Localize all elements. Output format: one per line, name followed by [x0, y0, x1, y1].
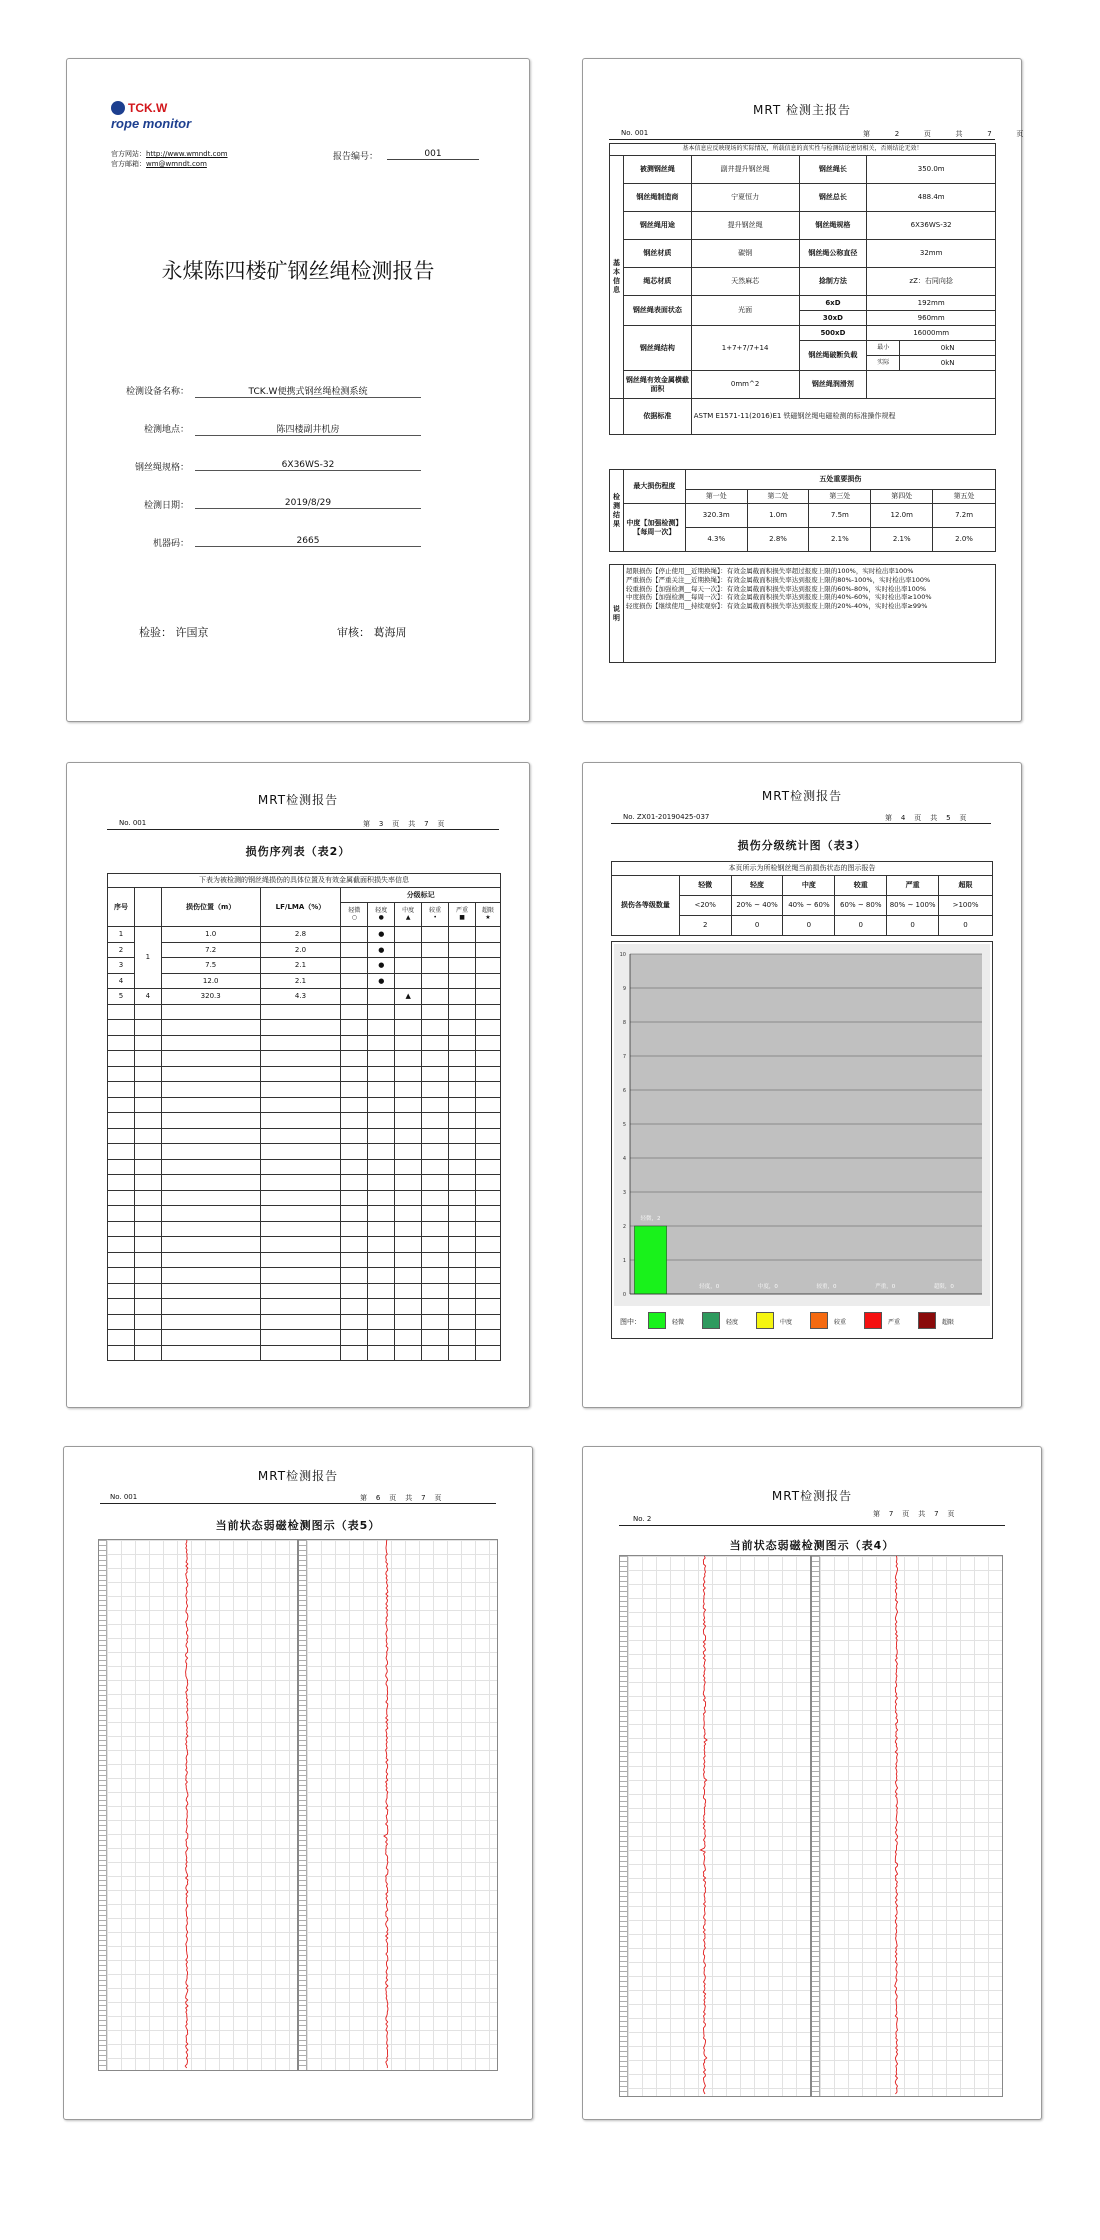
section-result: 检测结果	[610, 470, 624, 552]
main-page-number: 2	[894, 130, 900, 138]
section-basic: 基本信息	[610, 156, 624, 399]
stats-page-info: 第 4 页 共 5 页	[885, 814, 967, 822]
value-structure: 1+7+7/7+14	[691, 326, 799, 371]
grade-over: 超限	[481, 906, 494, 914]
note-1: 超限损伤【停止使用__近期换绳】：有效金属截面积损失率超过报废上限的100%，实时检出率100%	[625, 567, 914, 575]
list-caption: 下表为被检测的钢丝绳损伤的具体位置及有效金属截面积损失率信息	[108, 874, 501, 888]
range-2: 20% ~ 40%	[731, 896, 783, 916]
bar-label: 超限，0	[933, 1284, 954, 1290]
range-1: <20%	[679, 896, 731, 916]
wave4-strip-left	[619, 1555, 811, 2097]
lf-3: 2.1%	[809, 528, 871, 552]
label-spec: 钢丝绳规格	[799, 212, 867, 240]
empty-row	[108, 1299, 501, 1315]
bar-chart	[614, 944, 990, 1306]
empty-row	[108, 1237, 501, 1253]
label-structure: 钢丝绳结构	[623, 326, 691, 371]
grade-medium-icon: ▲	[405, 913, 411, 921]
stats-no: No. ZX01-20190425-037	[623, 813, 710, 821]
website-line	[111, 149, 228, 159]
range-6: >100%	[939, 896, 993, 916]
empty-row	[108, 1082, 501, 1098]
grade-severe-icon: ■	[459, 913, 465, 921]
empty-row	[108, 1097, 501, 1113]
wave4-no: No. 2	[633, 1515, 652, 1523]
value-min: 0kN	[900, 341, 996, 356]
wave5-subtitle: 当前状态弱磁检测图示（表5）	[215, 1519, 381, 1532]
level-3: 中度	[783, 876, 835, 896]
waveform-page-5	[63, 1446, 533, 2120]
field-label-device: 检测设备名称：	[125, 387, 189, 397]
note-2: 严重损伤【严重关注__近期换绳】：有效金属截面积损失率达到报废上限的80%-100%，实时检出率100%	[625, 575, 931, 584]
value-total-length: 488.4m	[867, 184, 996, 212]
legend-label: 图中：	[620, 1318, 641, 1326]
field-value-spec: 6X36WS-32	[195, 460, 421, 471]
list-total-pages: 7	[424, 820, 429, 828]
row-lf: 4.3	[260, 989, 341, 1005]
signal-trace	[384, 1540, 388, 2068]
website-link[interactable]: http://www.wmndt.com	[146, 150, 228, 158]
y-tick-label: 8	[622, 1020, 626, 1026]
label-500xd: 500xD	[799, 326, 867, 341]
pos-2: 1.0m	[747, 504, 809, 528]
grade-heavy: 较重	[429, 906, 442, 914]
value-max-level: 中度【加强检测】【每周一次】	[623, 504, 685, 552]
legend-swatch-3	[756, 1312, 774, 1329]
list-page-info: 第 3 页 共 7 页	[363, 820, 445, 828]
main-report-page	[582, 58, 1022, 722]
legend-swatch-6	[918, 1312, 936, 1329]
range-4: 60% ~ 80%	[835, 896, 887, 916]
stats-table	[611, 861, 993, 936]
field-value-device: TCK.W便携式钢丝绳检测系统	[195, 384, 421, 398]
y-tick-label: 1	[622, 1258, 626, 1264]
result-table	[609, 469, 996, 552]
signal-trace	[895, 1556, 898, 2094]
legend-label-3: 中度	[780, 1319, 793, 1326]
note-4: 中度损伤【加强检测__每周一次】：有效金属截面积损失率达到报废上限的40%-60%，实时检出率≥100%	[625, 593, 932, 602]
brand-logo	[111, 101, 221, 141]
lf-5: 2.0%	[933, 528, 996, 552]
field-value-date: 2019/8/29	[195, 498, 421, 509]
grade-medium: 中度	[402, 906, 415, 914]
label-actual: 实际	[867, 356, 900, 371]
legend-swatch-5	[864, 1312, 882, 1329]
field-label-machine: 机器码：	[152, 539, 189, 549]
empty-row	[108, 1330, 501, 1346]
label-core: 绳芯材质	[623, 268, 691, 296]
stats-total-pages: 5	[946, 814, 951, 822]
bar-label: 轻微，2	[640, 1216, 661, 1222]
wave5-strip-right	[298, 1539, 498, 2071]
legend	[620, 1312, 984, 1332]
value-diameter: 32mm	[867, 240, 996, 268]
grade-slight-icon: ○	[351, 913, 357, 921]
row-no: 3	[108, 958, 135, 974]
stats-page-number: 4	[900, 814, 906, 822]
lf-1: 4.3%	[685, 528, 747, 552]
empty-row	[108, 1020, 501, 1036]
cover-page	[66, 58, 530, 722]
grade-heavy-icon: •	[433, 913, 437, 921]
label-max-damage: 最大损伤程度	[623, 470, 685, 504]
empty-row	[108, 1051, 501, 1067]
bar-label: 严重，0	[875, 1284, 896, 1290]
grade-severe: 严重	[456, 906, 469, 914]
count-2: 0	[731, 916, 783, 936]
row-no: 4	[108, 973, 135, 989]
grade-light: 轻度	[375, 906, 388, 914]
wave4-title: MRT检测报告	[771, 1489, 853, 1503]
field-label-date: 检测日期：	[143, 501, 189, 511]
label-standard: 依据标准	[623, 399, 691, 435]
stats-subtitle: 损伤分级统计图（表3）	[737, 839, 867, 852]
value-30xd: 960mm	[867, 311, 996, 326]
label-breaking-load: 钢丝绳破断负载	[799, 341, 867, 371]
field-value-location: 陈四楼副井机房	[195, 422, 421, 436]
label-material: 钢丝材质	[623, 240, 691, 268]
signal-trace	[700, 1556, 707, 2094]
y-tick-label: 10	[619, 952, 626, 958]
main-title: MRT 检测主报告	[753, 103, 851, 117]
row-pos: 7.5	[161, 958, 260, 974]
pos-5: 7.2m	[933, 504, 996, 528]
label-30xd: 30xD	[799, 311, 867, 326]
field-value-machine: 2665	[195, 536, 421, 547]
empty-row	[108, 1144, 501, 1160]
stats-row-label: 损伤各等级数量	[612, 876, 680, 936]
empty-row	[108, 1175, 501, 1191]
note-table	[609, 564, 996, 663]
logo-sub: rope monitor	[111, 116, 192, 131]
value-area: 0mm^2	[691, 371, 799, 399]
grade-light-icon: ●	[378, 913, 384, 921]
wave5-no: No. 001	[110, 1493, 138, 1501]
reviewer: 审核： 葛海周	[337, 626, 407, 639]
wave4-right-trace	[820, 1556, 1002, 2096]
main-no: No. 001	[621, 129, 649, 137]
legend-label-5: 严重	[888, 1319, 901, 1326]
wave4-left-trace	[628, 1556, 810, 2096]
y-tick-label: 9	[622, 986, 626, 992]
empty-row	[108, 1128, 501, 1144]
count-1: 2	[679, 916, 731, 936]
label-total-length: 钢丝总长	[799, 184, 867, 212]
empty-row	[108, 1221, 501, 1237]
y-tick-label: 6	[622, 1088, 626, 1094]
report-no-label: 报告编号：	[333, 152, 379, 162]
section-note: 说明	[610, 565, 624, 663]
legend-swatch-2	[702, 1312, 720, 1329]
label-diameter: 钢丝绳公称直径	[799, 240, 867, 268]
wave4-total-pages: 7	[934, 1510, 939, 1518]
value-lubricant	[867, 371, 996, 399]
row-lf: 2.1	[260, 958, 341, 974]
label-lubricant: 钢丝绳润滑剂	[799, 371, 867, 399]
row-lf: 2.8	[260, 927, 341, 943]
email-line	[111, 159, 207, 169]
y-tick-label: 4	[622, 1156, 626, 1162]
row-mark: ●	[368, 973, 395, 989]
h-grade: 分级标记	[341, 888, 501, 903]
value-material: 碳钢	[691, 240, 799, 268]
value-lay: zZ：右同向捻	[867, 268, 996, 296]
row-no: 2	[108, 942, 135, 958]
bar-label: 中度，0	[757, 1284, 778, 1290]
stats-page	[582, 762, 1022, 1408]
range-5: 80% ~ 100%	[887, 896, 939, 916]
lf-4: 2.1%	[871, 528, 933, 552]
empty-row	[108, 1035, 501, 1051]
value-rope-length: 350.0m	[867, 156, 996, 184]
col-5: 第五处	[933, 490, 996, 504]
stats-caption: 本页所示为所检钢丝绳当前损伤状态的图示报告	[612, 862, 993, 876]
lf-2: 2.8%	[747, 528, 809, 552]
h-lf: LF/LMA（%）	[260, 888, 341, 927]
field-label-spec: 钢丝绳规格：	[134, 463, 189, 473]
field-label-location: 检测地点：	[143, 425, 189, 435]
legend-swatch-4	[810, 1312, 828, 1329]
label-five-damage: 五处重要损伤	[685, 470, 995, 490]
bar-1	[634, 1226, 666, 1294]
empty-row	[108, 1159, 501, 1175]
wave5-page-info: 第 6 页 共 7 页	[360, 1494, 442, 1502]
value-actual: 0kN	[900, 356, 996, 371]
logo-brand: TCK.W	[128, 101, 168, 115]
row-mark: ●	[368, 958, 395, 974]
wave4-strip-right	[811, 1555, 1003, 2097]
h-no: 序号	[108, 888, 135, 927]
email-link[interactable]: wm@wmndt.com	[146, 160, 207, 168]
list-page-number: 3	[378, 820, 384, 828]
label-rope: 被测钢丝绳	[623, 156, 691, 184]
damage-list-page	[66, 762, 530, 1408]
col-2: 第二处	[747, 490, 809, 504]
grade-over-icon: ★	[485, 913, 491, 921]
value-surface: 光面	[691, 296, 799, 326]
label-use: 钢丝绳用途	[623, 212, 691, 240]
col-1: 第一处	[685, 490, 747, 504]
chart-frame	[611, 941, 993, 1339]
y-tick-label: 3	[622, 1190, 626, 1196]
wave4-page-info: 第 7 页 共 7 页	[873, 1510, 955, 1518]
signal-trace	[185, 1540, 188, 2068]
level-4: 较重	[835, 876, 887, 896]
row-mark: ▲	[395, 989, 422, 1005]
pos-3: 7.5m	[809, 504, 871, 528]
count-5: 0	[887, 916, 939, 936]
label-area: 钢丝绳有效金属横截面积	[623, 371, 691, 399]
bar-label: 轻度，0	[699, 1284, 720, 1290]
y-tick-label: 2	[622, 1224, 626, 1230]
row-pos: 7.2	[161, 942, 260, 958]
h-pos: 损伤位置（m）	[161, 888, 260, 927]
row-mark: ●	[368, 927, 395, 943]
label-rope-length: 钢丝绳长	[799, 156, 867, 184]
col-3: 第三处	[809, 490, 871, 504]
note-3: 较重损伤【加强检测__每天一次】：有效金属截面积损失率达到报废上限的60%-80%，实时检出率100%	[625, 584, 927, 593]
y-tick-label: 5	[622, 1122, 626, 1128]
note-5: 轻度损伤【继续使用__持续观察】：有效金属截面积损失率达到报废上限的20%-40%，实时检出率≥99%	[625, 602, 928, 611]
wave5-page-number: 6	[375, 1494, 381, 1502]
y-tick-label: 0	[622, 1292, 626, 1298]
row-no: 5	[108, 989, 135, 1005]
legend-label-1: 轻微	[672, 1319, 685, 1326]
count-6: 0	[939, 916, 993, 936]
empty-row	[108, 1190, 501, 1206]
wave4-page-number: 7	[888, 1510, 894, 1518]
empty-row	[108, 1345, 501, 1361]
damage-table	[107, 873, 501, 1361]
row-pos: 12.0	[161, 973, 260, 989]
row-group: 4	[134, 989, 161, 1005]
row-group: 1	[134, 927, 161, 989]
value-rope: 副井提升钢丝绳	[691, 156, 799, 184]
report-no: 001	[387, 149, 479, 160]
col-4: 第四处	[871, 490, 933, 504]
main-notice: 基本信息应反映现场的实际情况，所载信息的真实性与检测结论密切相关，否则结论无效！	[610, 144, 996, 156]
empty-row	[108, 1004, 501, 1020]
value-6xd: 192mm	[867, 296, 996, 311]
legend-label-6: 超限	[942, 1319, 955, 1326]
row-lf: 2.0	[260, 942, 341, 958]
legend-label-2: 轻度	[726, 1319, 739, 1326]
cover-title: 永煤陈四楼矿钢丝绳检测报告	[161, 259, 435, 283]
list-title: MRT检测报告	[257, 793, 339, 807]
row-pos: 320.3	[161, 989, 260, 1005]
value-maker: 宁夏恒力	[691, 184, 799, 212]
label-surface: 钢丝绳表面状态	[623, 296, 691, 326]
row-no: 1	[108, 927, 135, 943]
wave5-strip-left	[98, 1539, 298, 2071]
empty-row	[108, 1066, 501, 1082]
empty-row	[108, 1268, 501, 1284]
main-table	[609, 143, 996, 435]
list-subtitle: 损伤序列表（表2）	[245, 845, 351, 858]
email-label: 官方邮箱：	[111, 160, 146, 168]
main-page-info: 第 2 页 共 7 页	[863, 130, 1024, 138]
legend-label-4: 较重	[834, 1319, 847, 1326]
level-1: 轻微	[679, 876, 731, 896]
range-3: 40% ~ 60%	[783, 896, 835, 916]
label-6xd: 6xD	[799, 296, 867, 311]
label-lay: 捻制方法	[799, 268, 867, 296]
label-maker: 钢丝绳制造商	[623, 184, 691, 212]
empty-row	[108, 1283, 501, 1299]
row-lf: 2.1	[260, 973, 341, 989]
stats-title: MRT检测报告	[761, 789, 843, 803]
value-core: 天然麻芯	[691, 268, 799, 296]
label-min: 最小	[867, 341, 900, 356]
count-4: 0	[835, 916, 887, 936]
wave5-total-pages: 7	[421, 1494, 426, 1502]
value-spec: 6X36WS-32	[867, 212, 996, 240]
wave5-title: MRT检测报告	[257, 1469, 339, 1483]
count-3: 0	[783, 916, 835, 936]
level-2: 轻度	[731, 876, 783, 896]
level-6: 超限	[939, 876, 993, 896]
empty-row	[108, 1314, 501, 1330]
wave5-left-trace	[107, 1540, 297, 2070]
main-total-pages: 7	[987, 130, 992, 138]
bar-label: 较重，0	[816, 1284, 837, 1290]
row-mark: ●	[368, 942, 395, 958]
pos-4: 12.0m	[871, 504, 933, 528]
row-pos: 1.0	[161, 927, 260, 943]
pos-1: 320.3m	[685, 504, 747, 528]
inspector: 检验： 许国京	[139, 626, 209, 639]
gear-icon	[111, 101, 125, 115]
y-tick-label: 7	[622, 1054, 626, 1060]
level-5: 严重	[887, 876, 939, 896]
empty-row	[108, 1252, 501, 1268]
list-no: No. 001	[119, 819, 147, 827]
empty-row	[108, 1113, 501, 1129]
value-500xd: 16000mm	[867, 326, 996, 341]
value-use: 提升钢丝绳	[691, 212, 799, 240]
website-label: 官方网站：	[111, 150, 146, 158]
wave4-subtitle: 当前状态弱磁检测图示（表4）	[729, 1539, 895, 1552]
grade-slight: 轻微	[348, 906, 361, 914]
value-standard: ASTM E1571-11(2016)E1 铁磁钢丝绳电磁检测的标准操作规程	[691, 399, 995, 435]
empty-row	[108, 1206, 501, 1222]
waveform-page-4	[582, 1446, 1042, 2120]
wave5-right-trace	[307, 1540, 497, 2070]
legend-swatch-1	[648, 1312, 666, 1329]
